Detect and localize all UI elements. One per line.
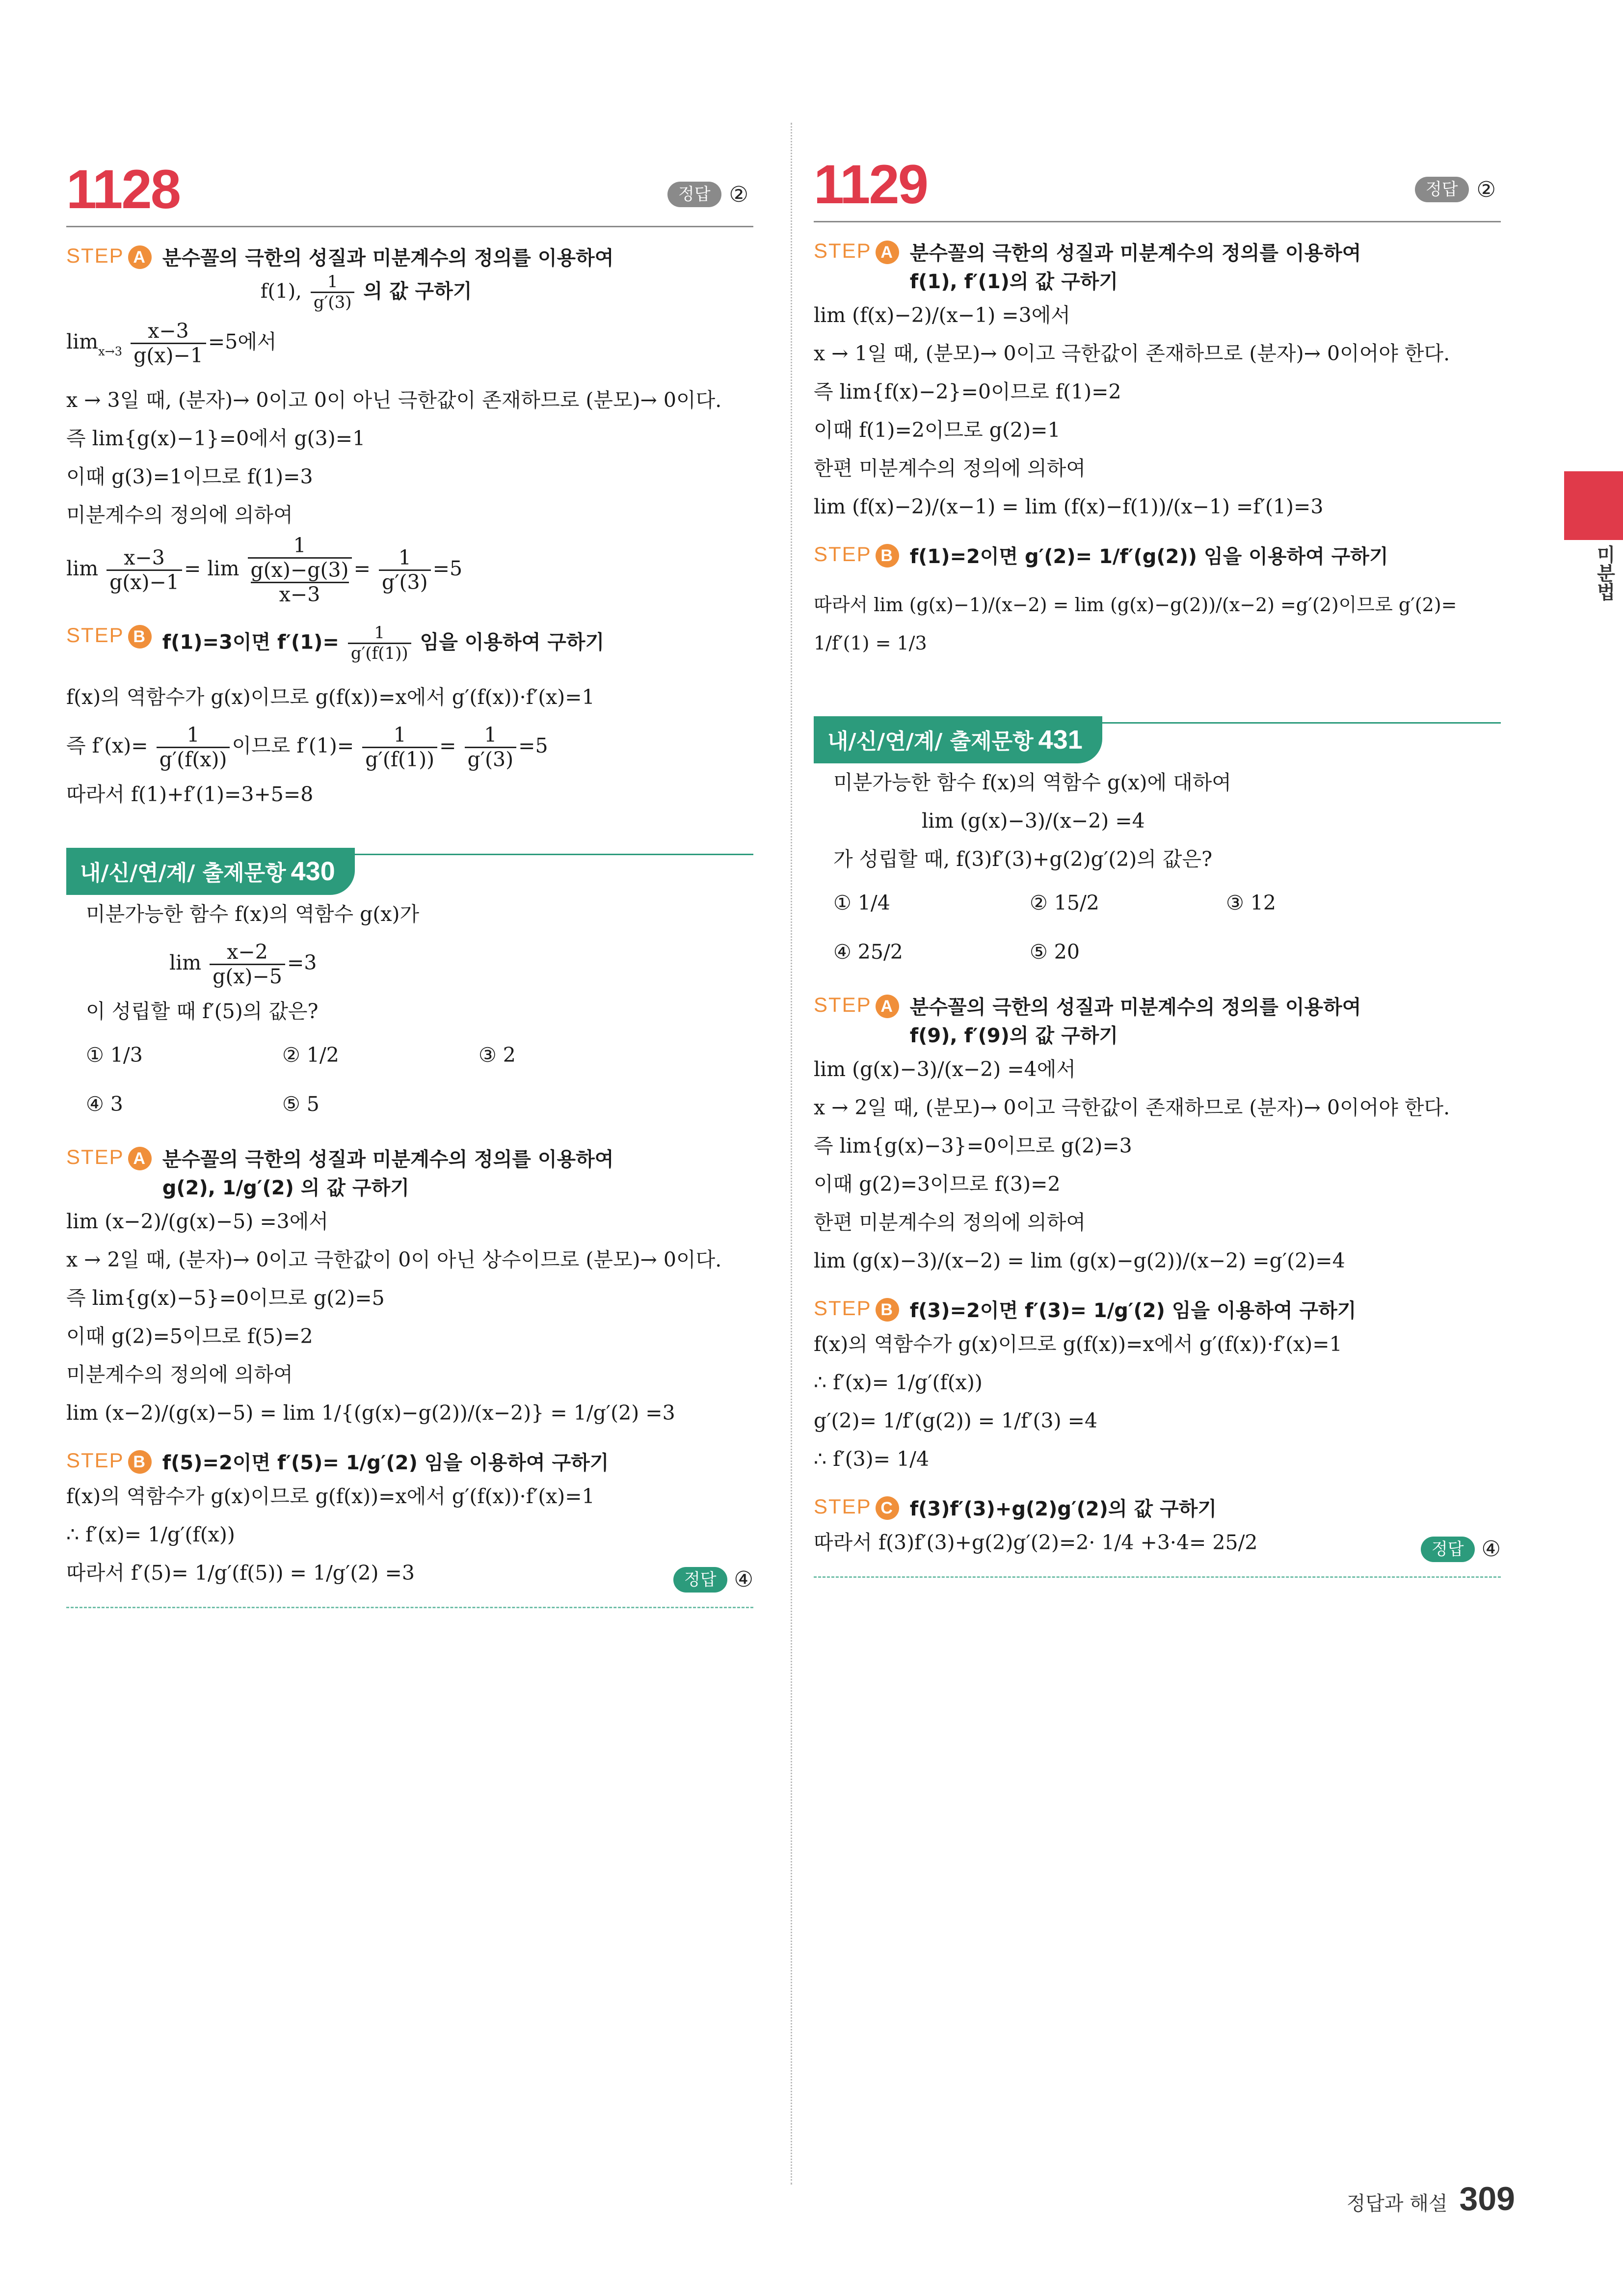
solution-line: 따라서 lim (g(x)−1)/(x−2) = lim (g(x)−g(2))/(x−2) =g′(2)이므로 g′(2)= 1/f′(1) = 1/3: [814, 594, 1457, 654]
problem-1129-header: [814, 154, 1501, 222]
step-tag: STEP A: [814, 993, 899, 1018]
solution-line: lim (f(x)−2)/(x−1) =3에서: [814, 303, 1070, 327]
choice-item[interactable]: ④ 3: [86, 1092, 123, 1116]
step-title: 분수꼴의 극한의 성질과 미분계수의 정의를 이용하여 g(2), 1/g′(2) 의 값 구하기: [162, 1148, 614, 1199]
step-title: 분수꼴의 극한의 성질과 미분계수의 정의를 이용하여 f(1), f′(1)의 값 구하기: [909, 242, 1361, 293]
right-column: [814, 154, 1501, 1578]
solution-line: 즉 lim{g(x)−5}=0이므로 g(2)=5: [66, 1286, 385, 1310]
step-b: [814, 1297, 1501, 1325]
step-title: 분수꼴의 극한의 성질과 미분계수의 정의를 이용하여 f(9), f′(9)의 값 구하기: [909, 996, 1361, 1047]
choice-list: [86, 1030, 753, 1129]
step-tag: STEP A: [66, 244, 152, 269]
solution-line: ∴ f′(3)= 1/4: [814, 1447, 930, 1471]
solution-line: lim (f(x)−2)/(x−1) = lim (f(x)−f(1))/(x−1) =f′(1)=3: [814, 495, 1324, 518]
step-tag: STEP C: [814, 1495, 899, 1520]
solution-line: 즉 lim{g(x)−1}=0에서 g(3)=1: [66, 427, 366, 451]
solution-line: lim (g(x)−3)/(x−2) =4에서: [814, 1057, 1076, 1081]
solution-line: 따라서 f(1)+f′(1)=3+5=8: [66, 782, 314, 806]
related-problem-431: [814, 716, 1501, 763]
page-footer: [1347, 2180, 1515, 2218]
question-line: lim $\frac{x-2}{g(x)-5}$ =3: [169, 940, 317, 988]
solution-line: x → 2일 때, (분자)→ 0이고 극한값이 0이 아닌 상수이므로 (분모)→ 0이다.: [66, 1247, 722, 1271]
step-a: [66, 244, 753, 312]
solution-line: 미분계수의 정의에 의하여: [66, 1362, 293, 1386]
step-title: 분수꼴의 극한의 성질과 미분계수의 정의를 이용하여 f(1), $\frac{1}{g'(3)}$ 의 값 구하기: [162, 247, 614, 313]
choice-item[interactable]: ⑤ 20: [1030, 940, 1080, 964]
solution-line: 즉 lim{g(x)−3}=0이므로 g(2)=3: [814, 1134, 1132, 1158]
question-line: 이 성립할 때 f′(5)의 값은?: [86, 999, 319, 1023]
solution-line: lim (x−2)/(g(x)−5) = lim 1/{(g(x)−g(2))/(x−2)} = 1/g′(2) =3: [66, 1401, 675, 1425]
solution-line: f(x)의 역함수가 g(x)이므로 g(f(x))=x에서 g′(f(x))·f′(x)=1: [814, 1332, 1342, 1356]
choice-item[interactable]: ② 1/2: [282, 1043, 339, 1067]
solution-line: 이때 g(3)=1이므로 f(1)=3: [66, 465, 313, 489]
choice-item[interactable]: ① 1/4: [833, 891, 890, 915]
solution-line: $\lim_{x\to 3}$ $\frac{x-3}{g(x)-1}$ =5에서: [66, 319, 277, 368]
solution-line: 즉 f′(x)= $\frac{1}{g'(f(x))}$ 이므로 f′(1)= $\frac{1}{g'(f(1))}$ = $\frac{1}{g'(3)}$ =5: [66, 723, 548, 771]
step-title: f(1)=3이면 f′(1)= $\frac{1}{g'(f(1))}$ 임을 이용하여 구하기: [162, 622, 605, 663]
step-tag: STEP B: [66, 1449, 152, 1474]
step-title: f(1)=2이면 g′(2)= 1/f′(g(2)) 임을 이용하여 구하기: [909, 545, 1388, 568]
step-a: [814, 239, 1501, 296]
solution-line: ∴ f′(x)= 1/g′(f(x)): [66, 1522, 235, 1546]
choice-item[interactable]: ① 1/3: [86, 1043, 143, 1067]
solution-line: 따라서 f(3)f′(3)+g(2)g′(2)=2· 1/4 +3·4= 25/2 정답 ④: [814, 1523, 1501, 1562]
answer-indicator: 정답 ④: [673, 1561, 753, 1599]
solution-line: x → 2일 때, (분모)→ 0이고 극한값이 존재하므로 (분자)→ 0이어야 한다.: [814, 1096, 1450, 1119]
solution-line: 이때 g(2)=3이므로 f(3)=2: [814, 1172, 1061, 1196]
step-tag: STEP B: [814, 542, 899, 567]
solution-line: lim (x−2)/(g(x)−5) =3에서: [66, 1209, 328, 1233]
solution-line: g′(2)= 1/f′(g(2)) = 1/f′(3) =4: [814, 1409, 1098, 1432]
left-column: [66, 159, 753, 1608]
chapter-label: 미분법: [1594, 545, 1615, 601]
choice-item[interactable]: ④ 25/2: [833, 940, 903, 964]
problem-number: 1129: [814, 154, 927, 215]
footer-text: 정답과 해설: [1346, 2192, 1448, 2215]
step-b: [814, 542, 1501, 571]
solution-line: 따라서 f′(5)= 1/g′(f(5)) = 1/g′(2) =3 정답 ④: [66, 1554, 753, 1592]
solution-line: f(x)의 역함수가 g(x)이므로 g(f(x))=x에서 g′(f(x))·f′(x)=1: [66, 685, 595, 709]
solution-line: x → 3일 때, (분자)→ 0이고 0이 아닌 극한값이 존재하므로 (분모)→ 0이다.: [66, 388, 722, 412]
step-title: f(3)f′(3)+g(2)g′(2)의 값 구하기: [909, 1498, 1217, 1520]
solution-line: lim $\frac{x-3}{g(x)-1}$ = lim 1 g(x)−g(3) x−3 = $\frac{1}{g'(3)}$ =5: [66, 534, 463, 607]
related-problem-430: [66, 848, 753, 895]
choice-list: [833, 878, 1501, 976]
choice-item[interactable]: ⑤ 5: [282, 1092, 319, 1116]
answer-indicator: [1415, 177, 1496, 202]
answer-label: 정답: [1415, 177, 1469, 202]
answer-indicator: [667, 182, 748, 207]
section-end-rule: [66, 1607, 753, 1608]
section-end-rule: [814, 1576, 1501, 1578]
step-tag: STEP B: [66, 623, 152, 648]
solution-line: lim (g(x)−3)/(x−2) = lim (g(x)−g(2))/(x−2) =g′(2)=4: [814, 1249, 1345, 1272]
page-number: 309: [1459, 2180, 1515, 2217]
solution-line: f(x)의 역함수가 g(x)이므로 g(f(x))=x에서 g′(f(x))·f′(x)=1: [66, 1484, 595, 1508]
step-tag: STEP A: [814, 239, 899, 264]
step-c: [814, 1495, 1501, 1523]
solution-line: 한편 미분계수의 정의에 의하여: [814, 1211, 1086, 1234]
step-title: f(5)=2이면 f′(5)= 1/g′(2) 임을 이용하여 구하기: [162, 1451, 609, 1474]
question-line: 미분가능한 함수 f(x)의 역함수 g(x)가: [86, 902, 420, 926]
answer-value: ②: [729, 182, 748, 207]
section-label: 내/신/연/계/ 출제문항 430: [66, 848, 355, 895]
solution-line: 이때 g(2)=5이므로 f(5)=2: [66, 1324, 313, 1348]
chapter-tab: [1564, 471, 1623, 540]
solution-line: 이때 f(1)=2이므로 g(2)=1: [814, 418, 1061, 442]
question-line: lim (g(x)−3)/(x−2) =4: [922, 809, 1145, 833]
step-tag: STEP B: [814, 1297, 899, 1322]
answer-value: ②: [1476, 177, 1496, 202]
step-a: [814, 993, 1501, 1050]
solution-line: x → 1일 때, (분모)→ 0이고 극한값이 존재하므로 (분자)→ 0이어야 한다.: [814, 342, 1450, 365]
step-tag: STEP A: [66, 1145, 152, 1170]
column-divider: [791, 123, 792, 2185]
solution-line: 한편 미분계수의 정의에 의하여: [814, 457, 1086, 480]
choice-item[interactable]: ③ 2: [479, 1043, 516, 1067]
answer-indicator: 정답 ④: [1421, 1530, 1501, 1568]
problem-number: 1128: [66, 159, 180, 220]
step-b: [66, 623, 753, 663]
solution-line: ∴ f′(x)= 1/g′(f(x)): [814, 1371, 983, 1394]
section-label: 내/신/연/계/ 출제문항 431: [814, 716, 1102, 763]
solution-line: 즉 lim{f(x)−2}=0이므로 f(1)=2: [814, 380, 1121, 404]
question-line: 미분가능한 함수 f(x)의 역함수 g(x)에 대하여: [833, 771, 1231, 794]
step-title: f(3)=2이면 f′(3)= 1/g′(2) 임을 이용하여 구하기: [909, 1299, 1357, 1322]
step-b: [66, 1449, 753, 1477]
solution-line: 미분계수의 정의에 의하여: [66, 503, 293, 527]
step-a: [66, 1145, 753, 1202]
choice-item[interactable]: ② 15/2: [1030, 891, 1099, 915]
choice-item[interactable]: ③ 12: [1226, 891, 1276, 915]
problem-1128-header: [66, 159, 753, 227]
answer-label: 정답: [667, 182, 721, 207]
question-line: 가 성립할 때, f(3)f′(3)+g(2)g′(2)의 값은?: [833, 847, 1213, 871]
